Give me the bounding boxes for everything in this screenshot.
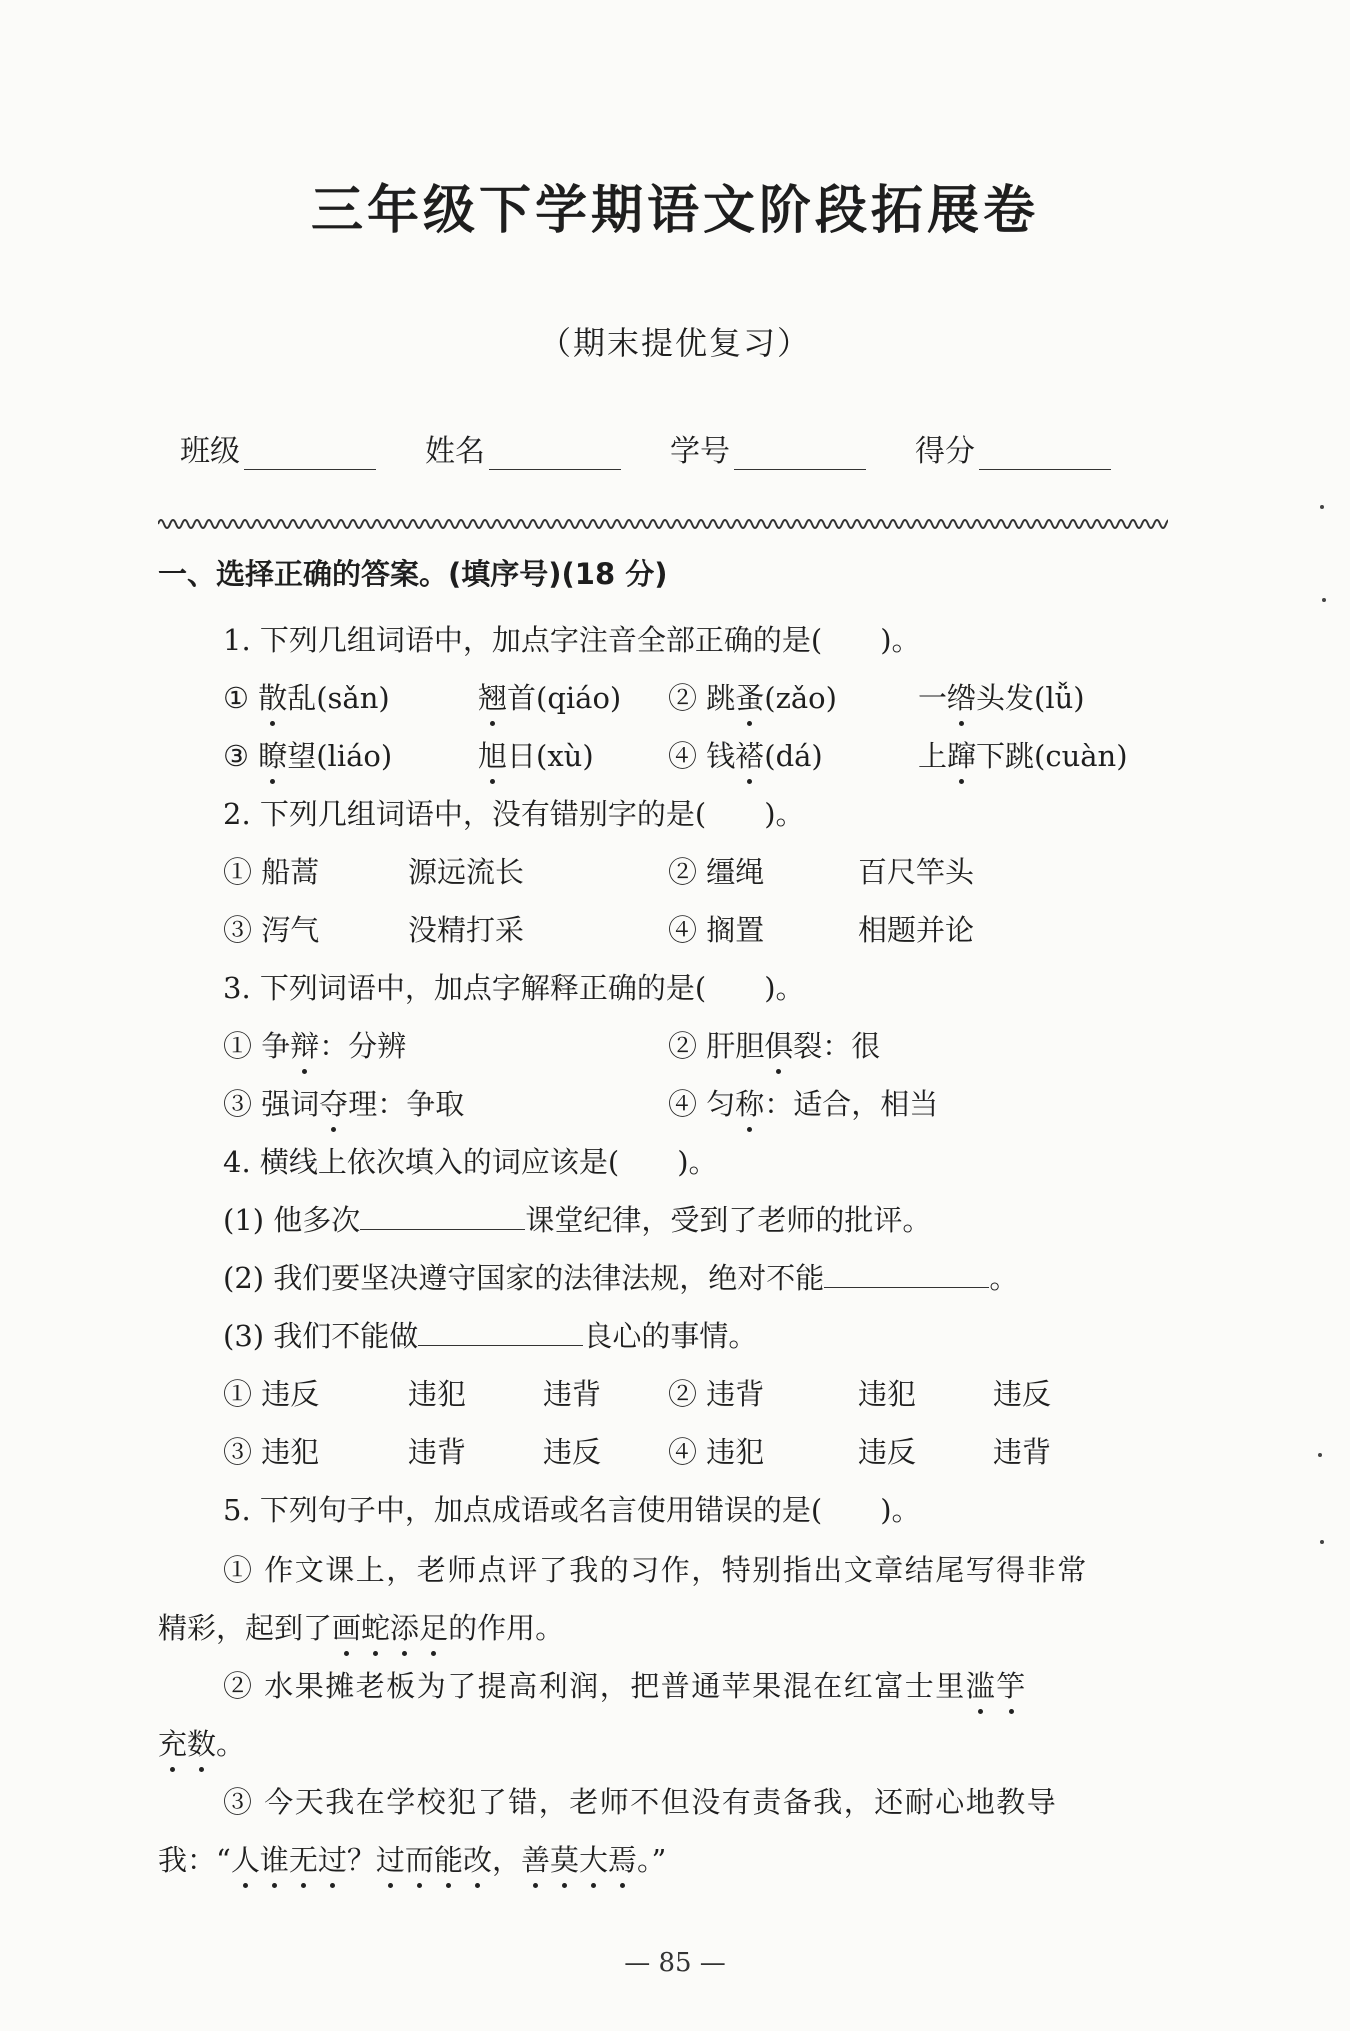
class-field[interactable]: 班级 bbox=[180, 420, 425, 470]
q5-option-2-line-1[interactable]: ② 水果摊老板为了提高利润，把普通苹果混在红富士里滥竽 bbox=[223, 1664, 1027, 1705]
q4-option-3-word-3: 违反 bbox=[543, 1435, 602, 1469]
q4-option-1-word-3: 违背 bbox=[543, 1377, 602, 1411]
q1-option-3b: 旭日(xù) bbox=[478, 734, 594, 775]
score-blank[interactable] bbox=[979, 435, 1111, 470]
id-field[interactable]: 学号 bbox=[670, 420, 915, 470]
q1-stem: 1. 下列几组词语中，加点字注音全部正确的是( )。 bbox=[223, 623, 921, 657]
q5-option-3-line-2: 我：“人谁无过？过而能改，善莫大焉。” bbox=[158, 1838, 666, 1879]
class-blank[interactable] bbox=[244, 435, 376, 470]
q1-option-2[interactable]: ② 跳蚤(zǎo) bbox=[668, 676, 837, 717]
q4-sentence-1: (1) 他多次 课堂纪律，受到了老师的批评。 bbox=[223, 1203, 932, 1237]
emphasis-char: 数 bbox=[187, 1722, 216, 1763]
q2-option-3[interactable]: ③ 泻气 bbox=[223, 913, 320, 947]
name-field[interactable]: 姓名 bbox=[425, 420, 670, 470]
q4-option-4[interactable]: ④ 违犯 bbox=[668, 1435, 765, 1469]
q1-option-1[interactable]: ① 散乱(sǎn) bbox=[223, 676, 390, 717]
q3-option-4[interactable]: ④ 匀称：适合，相当 bbox=[668, 1082, 938, 1123]
q2-option-3b: 没精打采 bbox=[408, 913, 525, 947]
q1-option-4[interactable]: ④ 钱褡(dá) bbox=[668, 734, 823, 775]
name-blank[interactable] bbox=[489, 435, 621, 470]
q2-option-4[interactable]: ④ 搁置 bbox=[668, 913, 765, 947]
scan-speck bbox=[1320, 1540, 1324, 1544]
dotted-idiom bbox=[966, 1669, 1027, 1703]
emphasis-char: 人 bbox=[231, 1838, 260, 1879]
q1-option-1b: 翘首(qiáo) bbox=[478, 676, 621, 717]
dotted-quote bbox=[521, 1843, 637, 1877]
page-number: — 85 — bbox=[624, 1948, 726, 1978]
q3-option-3[interactable]: ③ 强词夺理：争取 bbox=[223, 1082, 464, 1123]
q5-option-1-line-2: 精彩，起到了画蛇添足的作用。 bbox=[158, 1606, 564, 1647]
q4-blank-1[interactable] bbox=[360, 1201, 525, 1230]
emphasis-char: 过 bbox=[376, 1838, 405, 1879]
emphasis-char: 足 bbox=[419, 1606, 448, 1647]
q4-option-3[interactable]: ③ 违犯 bbox=[223, 1435, 320, 1469]
section-heading: 一、选择正确的答案。(填序号)(18 分) bbox=[158, 557, 668, 591]
q2-option-2b: 百尺竿头 bbox=[858, 855, 975, 889]
q3-option-2[interactable]: ② 肝胆俱裂：很 bbox=[668, 1024, 880, 1065]
emphasis-char: 竽 bbox=[996, 1664, 1027, 1705]
page-subtitle: （期末提优复习） bbox=[538, 324, 811, 362]
q5-option-3-line-1[interactable]: ③ 今天我在学校犯了错，老师不但没有责备我，还耐心地教导 bbox=[223, 1785, 1058, 1819]
q2-option-2[interactable]: ② 缰绳 bbox=[668, 855, 765, 889]
q3-option-1[interactable]: ① 争辩：分辨 bbox=[223, 1024, 406, 1065]
emphasis-char: 而 bbox=[405, 1838, 434, 1879]
emphasis-char: 焉 bbox=[608, 1838, 637, 1879]
q5-option-1-line-1[interactable]: ① 作文课上，老师点评了我的习作，特别指出文章结尾写得非常 bbox=[223, 1553, 1088, 1587]
emphasis-char: 过 bbox=[318, 1838, 347, 1879]
q1-option-2b: 一绺头发(lǚ) bbox=[918, 676, 1085, 717]
q5-option-2-line-2: 充数。 bbox=[158, 1722, 245, 1763]
q1-option-4b: 上蹿下跳(cuàn) bbox=[918, 734, 1128, 775]
q2-stem: 2. 下列几组词语中，没有错别字的是( )。 bbox=[223, 797, 805, 831]
scan-speck bbox=[1318, 1453, 1322, 1457]
q5-stem: 5. 下列句子中，加点成语或名言使用错误的是( )。 bbox=[223, 1493, 921, 1527]
q3-stem: 3. 下列词语中，加点字解释正确的是( )。 bbox=[223, 971, 805, 1005]
emphasis-char: 画 bbox=[332, 1606, 361, 1647]
emphasis-char: 添 bbox=[390, 1606, 419, 1647]
dotted-quote bbox=[231, 1843, 347, 1877]
q4-option-4-word-2: 违反 bbox=[858, 1435, 917, 1469]
student-info-line bbox=[180, 420, 1160, 470]
q4-option-2-word-2: 违犯 bbox=[858, 1377, 917, 1411]
q4-option-4-word-3: 违背 bbox=[993, 1435, 1052, 1469]
q4-option-2-word-3: 违反 bbox=[993, 1377, 1052, 1411]
q2-option-1[interactable]: ① 船蒿 bbox=[223, 855, 320, 889]
q4-option-2[interactable]: ② 违背 bbox=[668, 1377, 765, 1411]
q1-option-3[interactable]: ③ 瞭望(liáo) bbox=[223, 734, 392, 775]
score-field[interactable]: 得分 bbox=[915, 420, 1160, 470]
q2-option-4b: 相题并论 bbox=[858, 913, 975, 947]
emphasis-char: 改 bbox=[463, 1838, 492, 1879]
wavy-divider bbox=[158, 512, 1168, 536]
q4-option-1-word-2: 违犯 bbox=[408, 1377, 467, 1411]
emphasis-char: 滥 bbox=[966, 1664, 997, 1705]
q4-blank-3[interactable] bbox=[418, 1317, 583, 1346]
emphasis-char: 善 bbox=[521, 1838, 550, 1879]
page-title: 三年级下学期语文阶段拓展卷 bbox=[310, 180, 1039, 241]
q4-sentence-3: (3) 我们不能做 良心的事情。 bbox=[223, 1319, 758, 1353]
dotted-idiom bbox=[158, 1727, 216, 1761]
emphasis-char: 能 bbox=[434, 1838, 463, 1879]
scan-speck bbox=[1322, 598, 1326, 602]
q4-option-1[interactable]: ① 违反 bbox=[223, 1377, 320, 1411]
emphasis-char: 大 bbox=[579, 1838, 608, 1879]
dotted-quote bbox=[376, 1843, 492, 1877]
q4-option-3-word-2: 违背 bbox=[408, 1435, 467, 1469]
emphasis-char: 无 bbox=[289, 1838, 318, 1879]
dotted-idiom bbox=[332, 1611, 448, 1645]
q4-sentence-2: (2) 我们要坚决遵守国家的法律法规，绝对不能 。 bbox=[223, 1261, 1019, 1295]
id-blank[interactable] bbox=[734, 435, 866, 470]
scan-speck bbox=[1320, 505, 1324, 509]
q4-blank-2[interactable] bbox=[824, 1259, 989, 1288]
emphasis-char: 蛇 bbox=[361, 1606, 390, 1647]
emphasis-char: 谁 bbox=[260, 1838, 289, 1879]
q2-option-1b: 源远流长 bbox=[408, 855, 525, 889]
q4-stem: 4. 横线上依次填入的词应该是( )。 bbox=[223, 1145, 718, 1179]
emphasis-char: 充 bbox=[158, 1722, 187, 1763]
emphasis-char: 莫 bbox=[550, 1838, 579, 1879]
